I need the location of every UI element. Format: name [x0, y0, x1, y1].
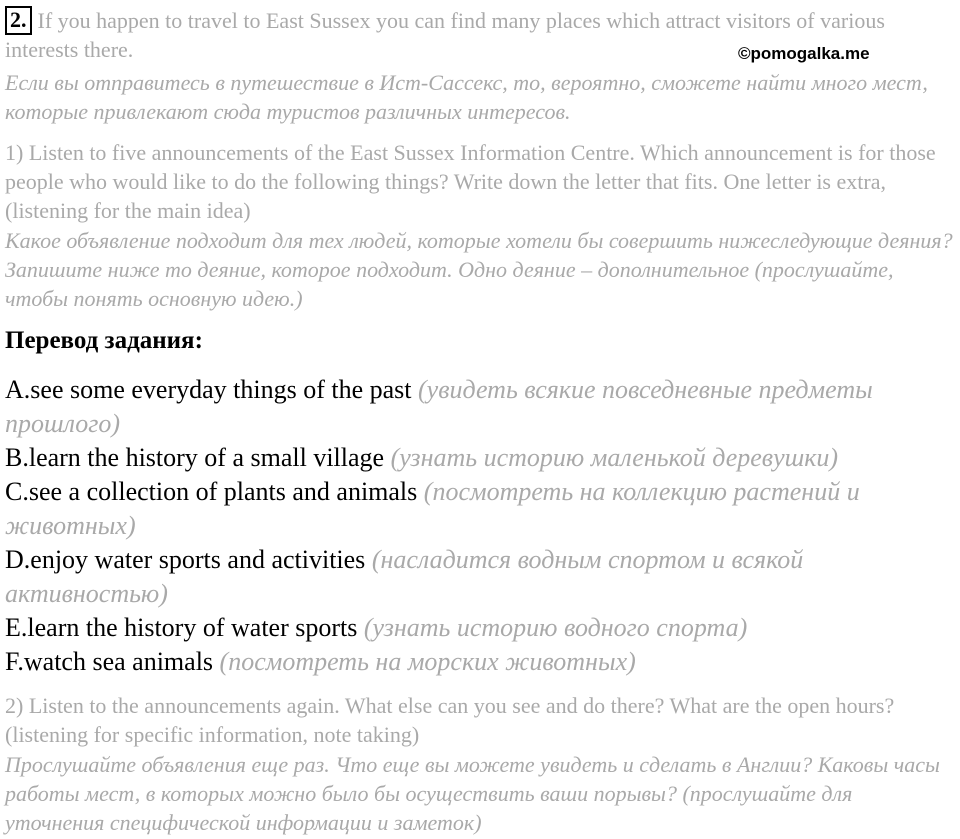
option-f	[5, 645, 955, 679]
option-text: learn the history of a small village	[28, 443, 385, 472]
option-text: see some everyday things of the past	[30, 375, 412, 404]
translation-heading: Перевод задания:	[5, 327, 203, 354]
part1-instruction-translation: Какое объявление подходит для тех людей, которые хотели бы совершить нижеследующие деяния? Запишите ниже то деяние, которое подходит. Одно деяние – дополнительное (прослушайте, чтобы понять основную идею.)	[5, 228, 953, 311]
option-translation: (посмотреть на коллекцию растений и животных)	[5, 477, 860, 540]
task-intro-text: If you happen to travel to East Sussex you can find many places which attract visitors of various interests there.	[5, 8, 885, 62]
options-list	[5, 373, 955, 679]
option-letter: E.	[5, 613, 28, 642]
option-letter: A.	[5, 375, 31, 404]
option-text: watch sea animals	[23, 647, 214, 676]
option-translation: (насладится водным спортом и всякой активностью)	[5, 545, 804, 608]
option-text: see a collection of plants and animals	[28, 477, 418, 506]
option-text: learn the history of water sports	[27, 613, 358, 642]
option-translation: (увидеть всякие повседневные предметы прошлого)	[5, 375, 873, 438]
option-letter: D.	[5, 545, 31, 574]
option-letter: C.	[5, 477, 29, 506]
option-letter: F.	[5, 647, 24, 676]
option-translation: (узнать историю маленькой деревушки)	[390, 443, 839, 472]
part2-instruction: 2) Listen to the announcements again. What else can you see and do there? What are the open hours? (listening for specific information, note taking)	[5, 693, 895, 747]
option-text: enjoy water sports and activities	[30, 545, 366, 574]
option-translation: (узнать историю водного спорта)	[363, 613, 748, 642]
part2-instruction-translation: Прослушайте объявления еще раз. Что еще вы можете увидеть и сделать в Англии? Каковы часы работы мест, в которых можно было бы осуществить ваши порывы? (прослушайте для уточнения специфической информации и заметок)	[5, 752, 940, 835]
option-e	[5, 611, 955, 645]
task-number-box: 2.	[5, 6, 32, 35]
option-d	[5, 543, 955, 611]
task-intro-translation: Если вы отправитесь в путешествие в Ист-Сассекс, то, вероятно, сможете найти много мест, которые привлекают сюда туристов различных интересов.	[5, 70, 928, 124]
part1-instruction: 1) Listen to five announcements of the East Sussex Information Centre. Which announcement is for those people who would like to do the following things? Write down the letter that fits. One letter is extra, (listening for the main idea)	[5, 140, 936, 223]
option-a	[5, 373, 955, 441]
option-translation: (посмотреть на морских животных)	[219, 647, 636, 676]
option-c	[5, 475, 955, 543]
option-letter: B.	[5, 443, 29, 472]
option-b	[5, 441, 955, 475]
watermark: ©pomogalka.me	[738, 44, 870, 63]
